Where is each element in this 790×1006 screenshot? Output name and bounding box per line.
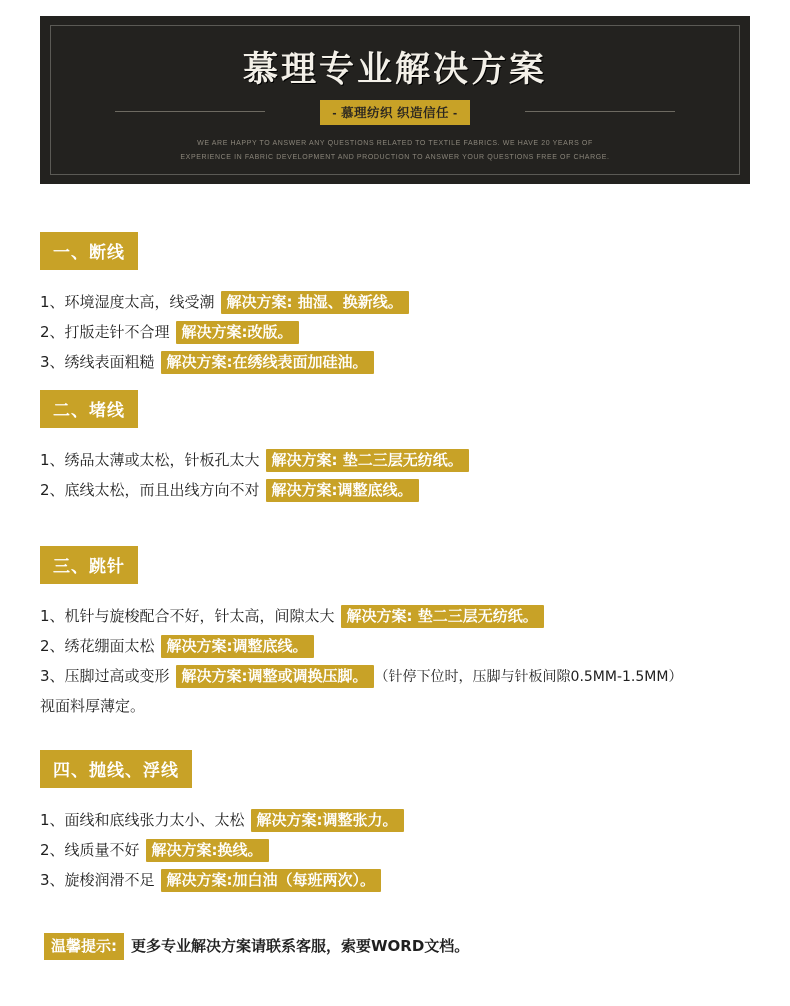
section-1-heading: 一、断线 xyxy=(40,232,138,270)
list-item xyxy=(40,661,750,692)
list-item xyxy=(40,475,750,505)
banner-subtitle-row xyxy=(40,100,750,122)
list-item xyxy=(40,317,750,347)
item-solution: 解决方案:改版。 xyxy=(176,321,299,344)
banner-title: 慕理专业解决方案 xyxy=(242,49,547,90)
item-solution: 解决方案:调整张力。 xyxy=(251,809,404,832)
item-text: 3、压脚过高或变形 xyxy=(40,667,170,685)
item-solution: 解决方案: 垫二三层无纺纸。 xyxy=(266,449,469,472)
section-4-heading: 四、抛线、浮线 xyxy=(40,750,192,788)
item-text: 2、底线太松，而且出线方向不对 xyxy=(40,481,260,499)
item-solution: 解决方案:在绣线表面加硅油。 xyxy=(161,351,374,374)
item-text: 1、面线和底线张力太小、太松 xyxy=(40,811,245,829)
header-banner xyxy=(40,16,750,184)
tip-badge: 温馨提示: xyxy=(44,933,124,960)
banner-english-line-1: WE ARE HAPPY TO ANSWER ANY QUESTIONS RELATED TO TEXTILE FABRICS. WE HAVE 20 YEARS OF xyxy=(197,140,593,147)
banner-english-line-2: EXPERIENCE IN FABRIC DEVELOPMENT AND PRODUCTION TO ANSWER YOUR QUESTIONS FREE OF CHARGE. xyxy=(180,154,610,161)
banner-divider-left xyxy=(115,111,265,112)
section-1-items xyxy=(40,287,750,377)
section-4 xyxy=(40,750,750,895)
section-2 xyxy=(40,390,750,505)
list-item xyxy=(40,805,750,835)
list-item xyxy=(40,865,750,895)
item-solution: 解决方案:调整底线。 xyxy=(266,479,419,502)
item-text: 3、绣线表面粗糙 xyxy=(40,353,155,371)
section-3-items xyxy=(40,601,750,720)
section-2-items xyxy=(40,445,750,505)
item-text: 2、绣花绷面太松 xyxy=(40,637,155,655)
item-solution: 解决方案:调整或调换压脚。 xyxy=(176,665,374,688)
list-item xyxy=(40,287,750,317)
section-4-items xyxy=(40,805,750,895)
item-text: 1、环境湿度太高，线受潮 xyxy=(40,293,215,311)
item-note: （针停下位时，压脚与针板间隙0.5MM-1.5MM） xyxy=(381,669,683,685)
item-text: 1、机针与旋梭配合不好，针太高，间隙太大 xyxy=(40,607,335,625)
item-solution: 解决方案: 抽湿、换新线。 xyxy=(221,291,409,314)
tip-text: 更多专业解决方案请联系客服，索要WORD文档。 xyxy=(131,937,470,955)
item-solution: 解决方案:加白油（每班两次）。 xyxy=(161,869,382,892)
item-text: 2、打版走针不合理 xyxy=(40,323,170,341)
item-text: 3、旋梭润滑不足 xyxy=(40,871,155,889)
list-item xyxy=(40,601,750,631)
list-item xyxy=(40,631,750,661)
item-solution: 解决方案: 垫二三层无纺纸。 xyxy=(341,605,544,628)
item-solution: 解决方案:换线。 xyxy=(146,839,269,862)
section-3 xyxy=(40,546,750,720)
banner-divider-right xyxy=(525,111,675,112)
list-item xyxy=(40,445,750,475)
list-item xyxy=(40,835,750,865)
footer-tip xyxy=(44,935,744,956)
section-3-extra: 视面料厚薄定。 xyxy=(40,697,146,715)
item-text: 1、绣品太薄或太松，针板孔太大 xyxy=(40,451,260,469)
banner-subtitle: - 慕理纺织 织造信任 - xyxy=(320,100,469,125)
item-solution: 解决方案:调整底线。 xyxy=(161,635,314,658)
section-1 xyxy=(40,232,750,377)
list-item xyxy=(40,347,750,377)
item-text: 2、线质量不好 xyxy=(40,841,140,859)
section-3-heading: 三、跳针 xyxy=(40,546,138,584)
section-2-heading: 二、堵线 xyxy=(40,390,138,428)
